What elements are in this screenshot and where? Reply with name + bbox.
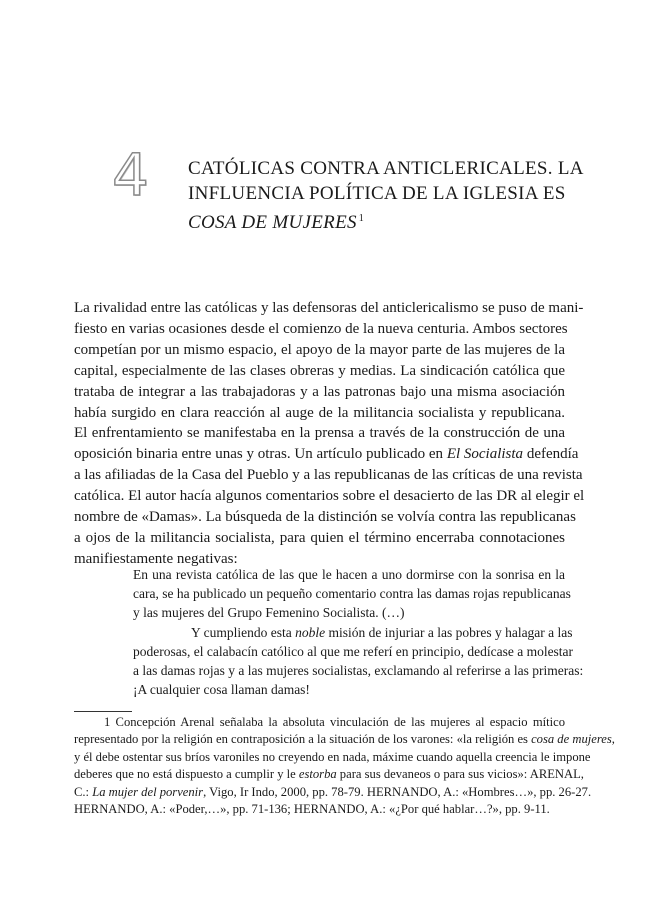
chapter-title-line: INFLUENCIA POLÍTICA DE LA IGLESIA ES (188, 183, 566, 204)
quote-line: a las damas rojas y a las mujeres socialistas, exclamando al referirse a las primeras: (133, 663, 584, 679)
body-line: trataba de integrar a las trabajadoras y a las patronas bajo una misma asociación (74, 383, 565, 400)
body-line: católica. El autor hacía algunos comentarios sobre el desacierto de las DR al elegir el (74, 488, 585, 505)
quote-line: En una revista católica de las que le hacen a uno dormirse con la sonrisa en la (133, 567, 565, 582)
footnote-text: representado por la religión en contraposición a la situación de los varones: «la religión es (74, 732, 532, 747)
footnote-line (74, 784, 592, 801)
footnote-line: 1 Concepción Arenal señalaba la absoluta vinculación de las mujeres al espacio mítico (104, 715, 565, 729)
footnote-line: y él debe ostentar sus bríos varoniles no creyendo en nada, máxime cuando aquella creencia le impone (74, 749, 591, 764)
body-line: La rivalidad entre las católicas y las defensoras del anticlericalismo se puso de mani- (74, 300, 584, 316)
quote-line-tail: misión de injuriar a las pobres y halagar a las (325, 624, 573, 640)
body-line: a ojos de la militancia socialista, para quien el término encerraba connotaciones (74, 529, 565, 546)
footnote-text: deberes que no está dispuesto a cumplir y le (74, 767, 299, 782)
footnote-italic: cosa de mujeres (531, 732, 612, 747)
footnote (74, 714, 615, 818)
quote-italic-word: noble (295, 624, 326, 640)
body-line: capital, especialmente de las clases obreras y medias. La sindicación católica que (74, 362, 565, 379)
footnote-separator (74, 711, 132, 712)
body-line: había surgido en clara reacción al auge de la militancia socialista y republicana. (74, 404, 565, 421)
footnote-text: , Vigo, Ir Indo, 2000, pp. 78-79. HERNANDO, A.: «Hombres…», pp. 26-27. (203, 784, 592, 799)
block-quote (133, 565, 584, 699)
chapter-title-line (188, 206, 588, 235)
footnote-line (74, 766, 584, 783)
body-line: manifiestamente negativas: (74, 550, 238, 567)
body-line: a las afiliadas de la Casa del Pueblo y a las republicanas de las críticas de una revista (74, 467, 583, 484)
body-line-tail: defendía (523, 446, 579, 463)
body-line-head: oposición binaria entre unas y otras. Un artículo publicado en (74, 446, 447, 463)
body-paragraph (74, 298, 585, 570)
body-line: competían por un mismo espacio, el apoyo de la mayor parte de las mujeres de la (74, 341, 565, 358)
quote-line (133, 623, 573, 642)
footnote-line: HERNANDO, A.: «Poder,…», pp. 71-136; HERNANDO, A.: «¿Por qué hablar…?», pp. 9-11. (74, 802, 550, 817)
footnote-line (74, 731, 615, 748)
footnote-italic: estorba (298, 767, 337, 782)
body-line: nombre de «Damas». La búsqueda de la distinción se volvía contra las republicanas (74, 509, 576, 526)
footnote-text: , (611, 732, 615, 747)
quote-line: cara, se ha publicado un pequeño comentario contra las damas rojas republicanas (133, 586, 571, 602)
quote-line-head: Y cumpliendo esta (191, 624, 296, 640)
body-line (74, 444, 579, 465)
footnote-italic: La mujer del porvenir (92, 784, 204, 799)
chapter-title-line: CATÓLICAS CONTRA ANTICLERICALES. LA (188, 158, 584, 179)
footnote-marker: 1 (358, 213, 365, 224)
chapter-title (188, 156, 588, 235)
quote-line: ¡A cualquier cosa llaman damas! (133, 682, 310, 698)
chapter-number: 4 (112, 141, 149, 209)
footnote-text: C.: (74, 784, 93, 799)
quote-line: poderosas, el calabacín católico al que me referí en principio, dedícase a molestar (133, 643, 574, 659)
chapter-title-italic: COSA DE MUJERES (188, 212, 357, 233)
footnote-text: para sus devaneos o para sus vicios»: ARENAL, (336, 767, 584, 782)
quote-line: y las mujeres del Grupo Femenino Socialista. (…) (133, 605, 405, 621)
body-line: El enfrentamiento se manifestaba en la prensa a través de la construcción de una (74, 425, 565, 442)
newspaper-title: El Socialista (446, 446, 524, 463)
body-line: fiesto en varias ocasiones desde el comienzo de la nueva centuria. Ambos sectores (74, 320, 568, 337)
